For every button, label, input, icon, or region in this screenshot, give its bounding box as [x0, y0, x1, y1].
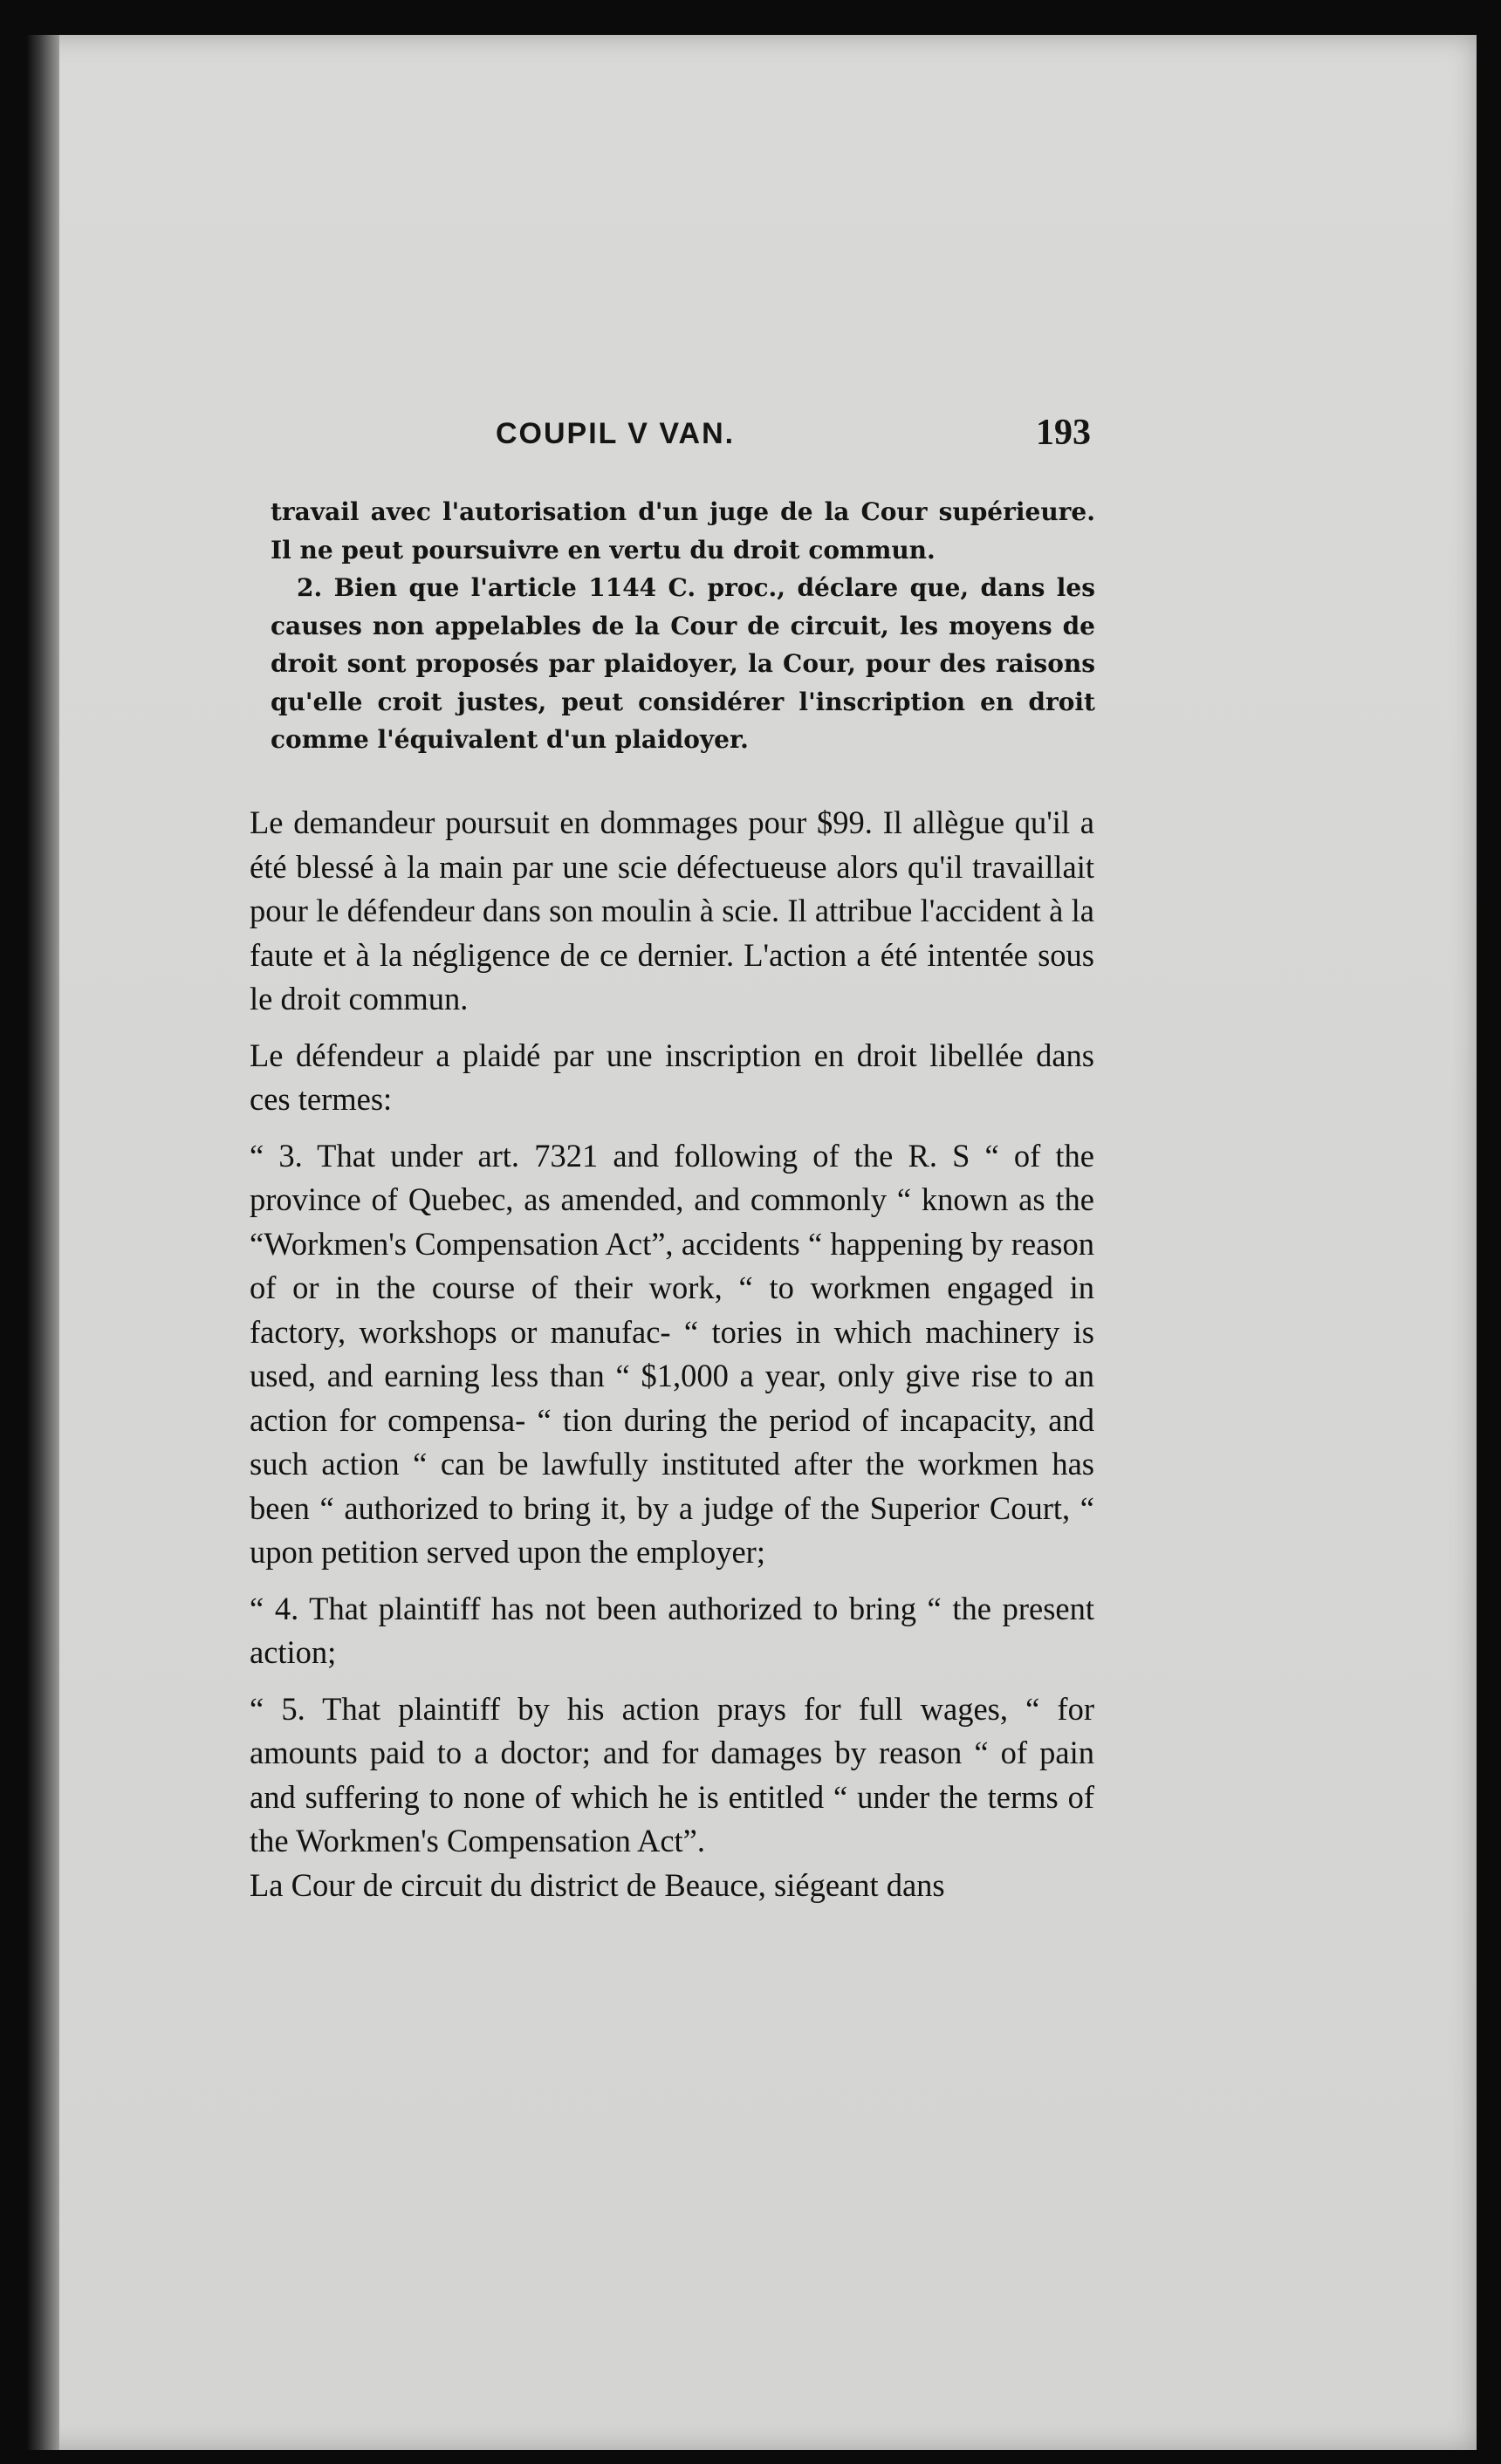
headnote-paragraph-1: travail avec l'autorisation d'un juge de la Cour supérieure. Il ne peut poursuivre en vertu du droit commun. — [271, 497, 1095, 565]
quoted-paragraph-5: “ 5. That plaintiff by his action prays for full wages, “ for amounts paid to a doctor; and for damages by reason “ of pain and suffering to none of which he is entitled “ under the terms of the Workmen's Compensation Act”. — [250, 1690, 1094, 1858]
body-paragraph-1-text: Le demandeur poursuit en dommages pour $99. Il allègue qu'il a été blessé à la main par une scie défectueuse alors qu'il travaillait pour le défendeur dans son moulin à scie. Il attribue l'accident à la faute et à la négligence de ce dernier. L'action a été intentée sous le droit commun. — [250, 804, 1094, 1016]
body-paragraph-2 — [250, 1034, 1094, 1122]
page-header — [496, 413, 1091, 469]
quoted-paragraph-3: “ 3. That under art. 7321 and following of the R. S “ of the province of Quebec, as amended, and commonly “ known as the “Workmen's Compensation Act”, accidents “ happening by reason of or in the course of their work, “ to workmen engaged in factory, workshops or manufac- “ tories in which machinery is used, and earning less than “ $1,000 a year, only give rise to an action for compensa- “ tion during the period of incapacity, and such action “ can be lawfully instituted after the workmen has been “ authorized to bring it, by a judge of the Superior Court, “ upon petition served upon the employer; — [250, 1137, 1094, 1570]
headnote — [271, 493, 1095, 759]
body-text — [250, 801, 1094, 1907]
body-paragraph-last: La Cour de circuit du district de Beauce, siégeant dans — [250, 1866, 945, 1903]
headnote-paragraph-2: 2. Bien que l'article 1144 C. proc., déclare que, dans les causes non appelables de la Cour de circuit, les moyens de droit sont proposés par plaidoyer, la Cour, pour des raisons qu'elle croit justes, peut considérer l'inscription en droit comme l'équivalent d'un plaidoyer. — [271, 573, 1095, 754]
book-spine-shadow — [26, 35, 59, 2450]
running-title: COUPIL V VAN. — [496, 417, 736, 450]
body-paragraph-1 — [250, 801, 1094, 1022]
quoted-paragraph-4: “ 4. That plaintiff has not been authorized to bring “ the present action; — [250, 1590, 1094, 1670]
body-paragraph-2-text: Le défendeur a plaidé par une inscription en droit libellée dans ces termes: — [250, 1037, 1094, 1117]
page-number: 193 — [1036, 413, 1091, 453]
